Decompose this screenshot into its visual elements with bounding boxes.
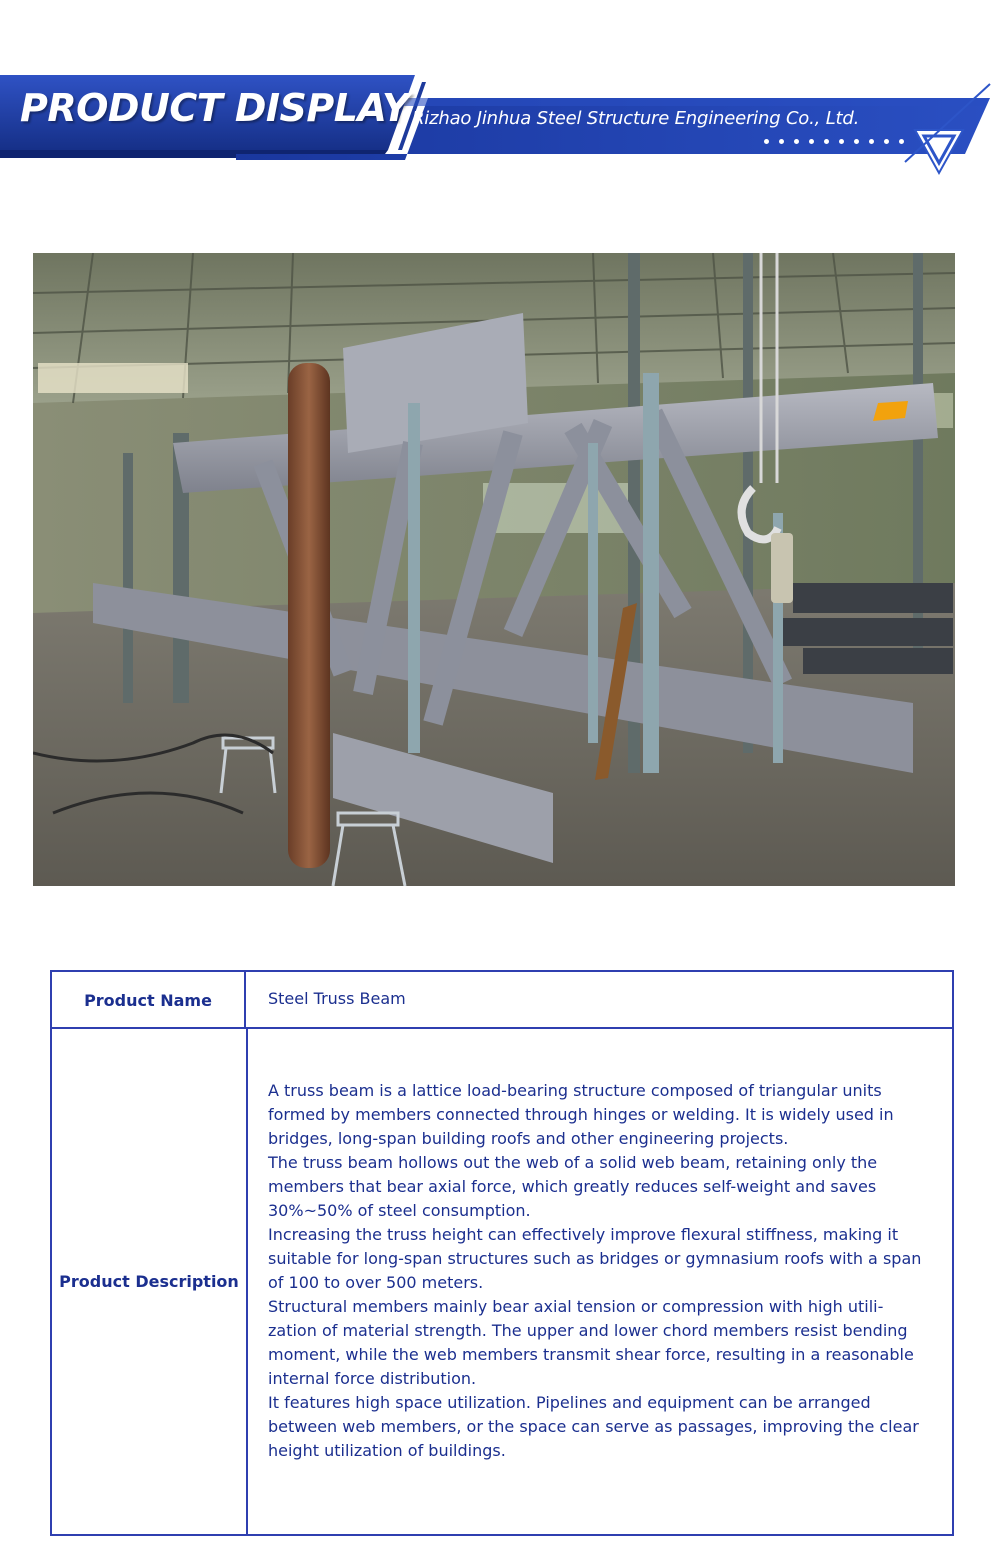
description-paragraph: Structural members mainly bear axial tension or compression with high utili-zation of material strength. The upper and lower chord members resist bending moment, while the web members transmit shear force, resulting in a reasonable internal force distribution.: [268, 1297, 914, 1388]
product-description-value: [248, 1029, 952, 1534]
product-name-value: Steel Truss Beam: [268, 989, 406, 1008]
product-spec-table: [50, 970, 954, 1536]
description-paragraph: Increasing the truss height can effectively improve flexural stiffness, making it suitable for long-span structures such as bridges or gymnasium roofs with a span of 100 to over 500 meters.: [268, 1225, 922, 1292]
description-paragraph: A truss beam is a lattice load-bearing structure composed of triangular units formed by members connected through hinges or welding. It is widely used in bridges, long-span building roofs and other engineering projects.: [268, 1081, 894, 1148]
description-paragraph: The truss beam hollows out the web of a solid web beam, retaining only the members that bear axial force, which greatly reduces self-weight and saves 30%~50% of steel consumption.: [268, 1153, 878, 1220]
table-row-product-name: [52, 972, 952, 1029]
product-photo: [33, 253, 955, 886]
description-paragraph: It features high space utilization. Pipelines and equipment can be arranged between web members, or the space can serve as passages, improving the clear height utilization of buildings.: [268, 1393, 919, 1460]
decorative-dots: [764, 139, 904, 144]
table-row-product-description: [52, 1029, 952, 1534]
steel-truss-photo-icon: [33, 253, 955, 886]
company-name: Rizhao Jinhua Steel Structure Engineering Co., Ltd.: [412, 108, 860, 129]
page-title: PRODUCT DISPLAY: [20, 86, 410, 130]
product-description-label: Product Description: [52, 1029, 248, 1534]
product-name-label: Product Name: [52, 972, 246, 1027]
